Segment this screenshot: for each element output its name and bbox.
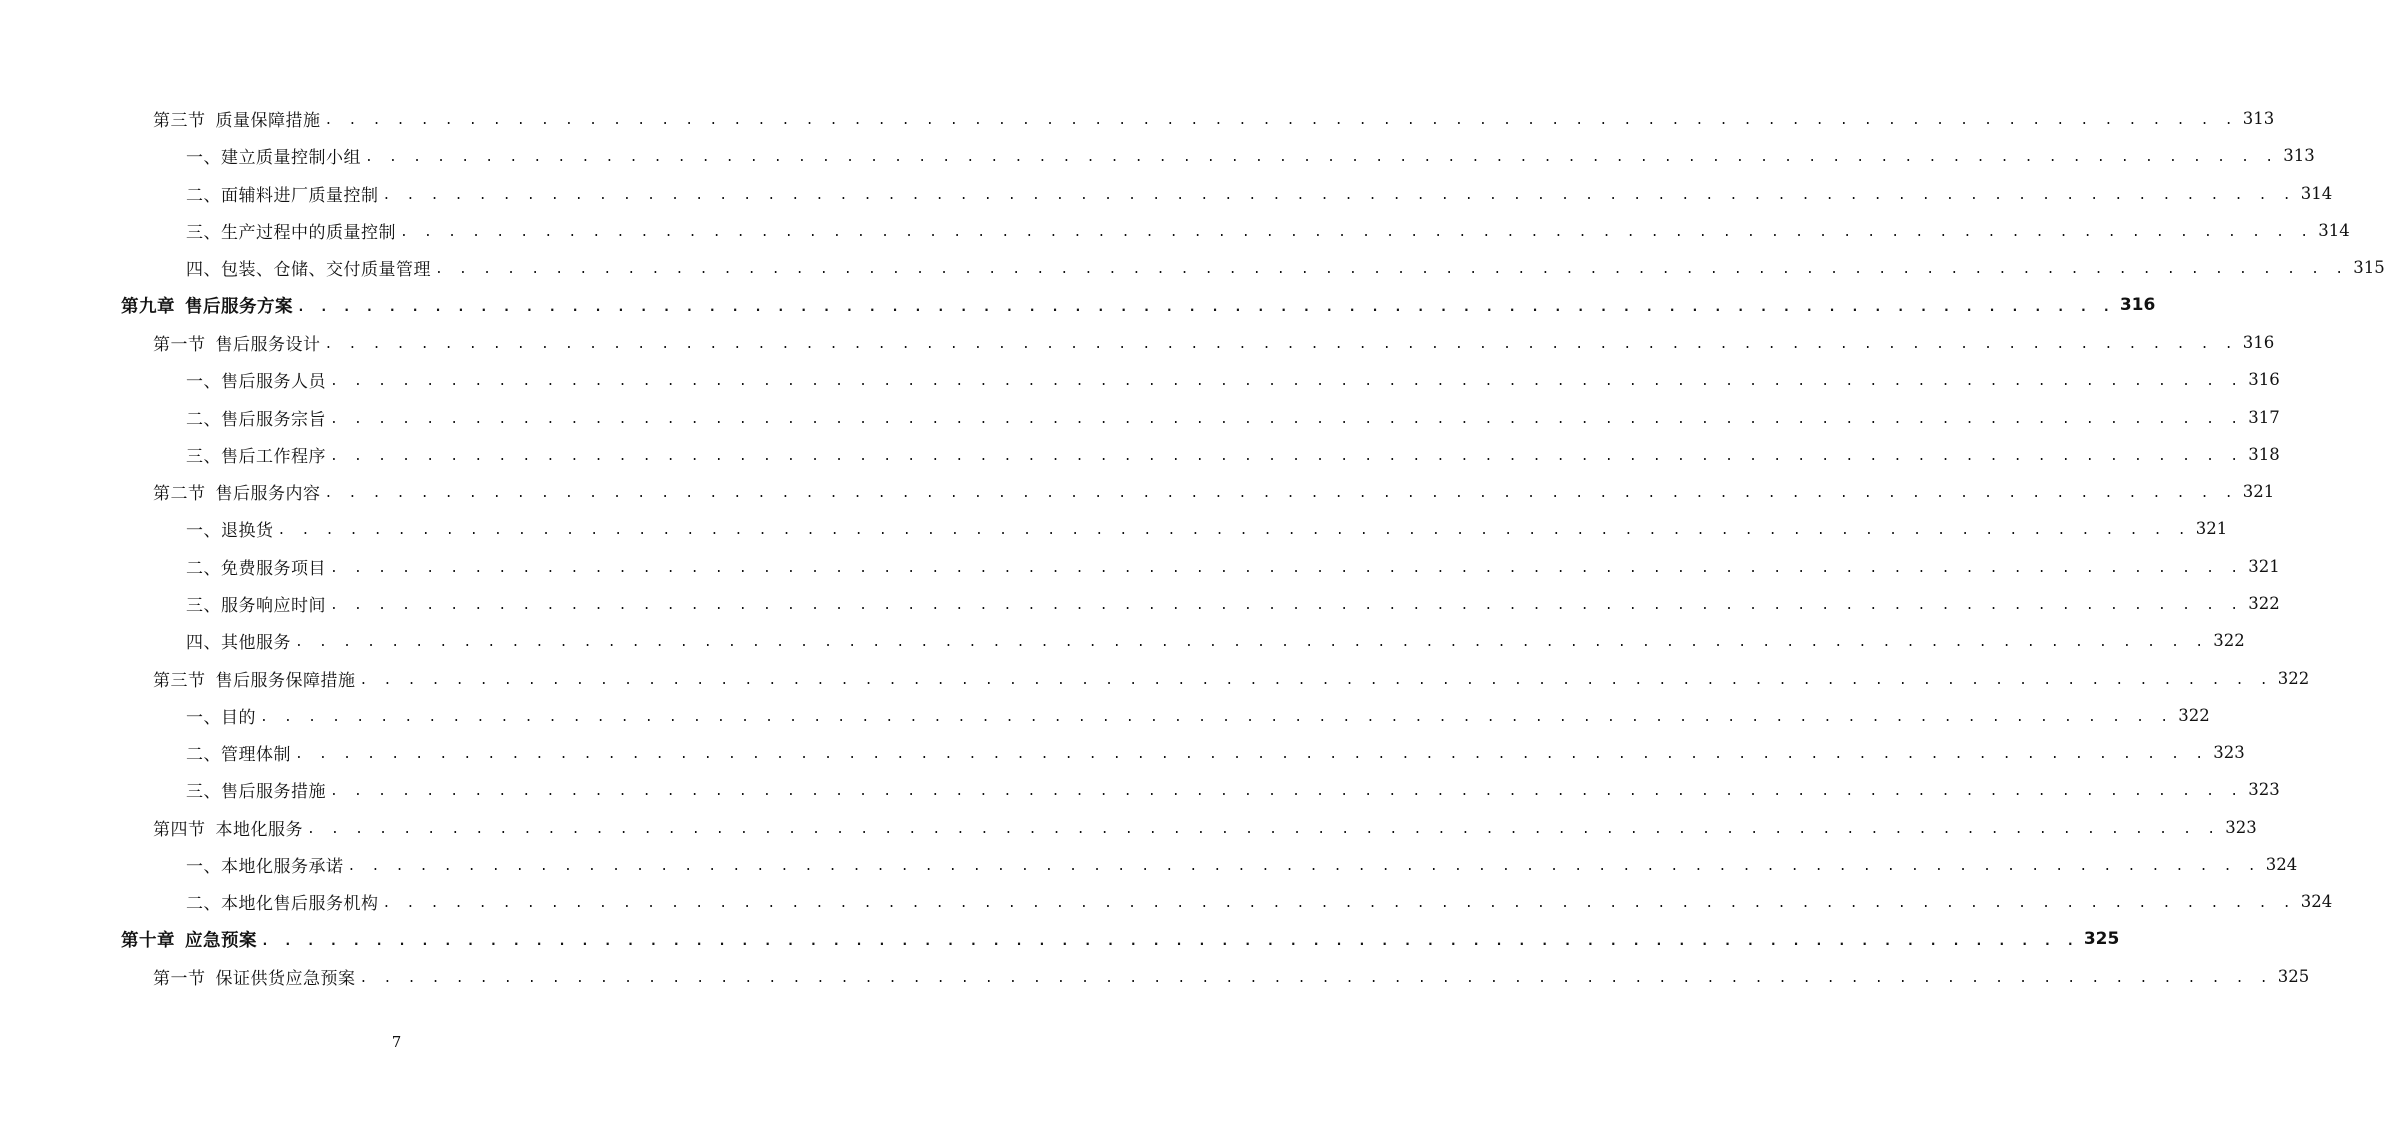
toc-dot-leader: . . . . . . . . . . . . . . . . . . . . . . . . . . . . . . . . . . . . . . . . . . . . . . . . . . . . . . . . . . . . . . . . . . . . . . . . . . . . . . . .: [347, 859, 2260, 875]
toc-entry-item[interactable]: [0, 510, 2228, 547]
toc-entry-label: [186, 554, 326, 579]
toc-entry-number: 二、: [186, 409, 221, 430]
toc-entry-title: 保证供货应急预案: [215, 968, 356, 989]
toc-entry-item[interactable]: [0, 846, 2298, 883]
toc-entry-page: 322: [2213, 631, 2245, 651]
toc-entry-page: 323: [2213, 743, 2245, 763]
toc-entry-number: 第三节: [153, 111, 206, 132]
toc-entry-title: 面辅料进厂质量控制: [221, 185, 379, 206]
toc-entry-title: 售后服务内容: [215, 484, 321, 505]
toc-entry-label: [186, 889, 379, 914]
toc-dot-leader: . . . . . . . . . . . . . . . . . . . . . . . . . . . . . . . . . . . . . . . . . . . . . . . . . . . . . . . . . . . . . . . . . . . . . . . . . . . . . . . .: [435, 262, 2348, 278]
toc-dot-leader: . . . . . . . . . . . . . . . . . . . . . . . . . . . . . . . . . . . . . . . . . . . . . . . . . . . . . . . . . . . . . . . . . . . . . . . . . . . . . . . .: [277, 523, 2190, 539]
toc-entry-number: 二、: [186, 185, 221, 206]
toc-entry-number: 三、: [186, 446, 221, 467]
toc-entry-title: 售后服务设计: [215, 334, 321, 355]
toc-entry-label: [186, 405, 326, 430]
toc-entry-page: 314: [2300, 183, 2333, 203]
toc-entry-item[interactable]: [0, 137, 2315, 174]
toc-entry-item[interactable]: [0, 249, 2385, 286]
toc-dot-leader: . . . . . . . . . . . . . . . . . . . . . . . . . . . . . . . . . . . . . . . . . . . . . . . . . . . . . . . . . . . . . . . . . . . . . . . . . . . . . . . .: [382, 187, 2295, 203]
toc-entry-label: [153, 964, 356, 989]
toc-entry-page: 317: [2248, 407, 2280, 427]
toc-entry-title: 管理体制: [221, 745, 291, 766]
toc-entry-label: [121, 293, 293, 318]
toc-entry-title: 售后工作程序: [221, 446, 326, 467]
toc-entry-page: 315: [2353, 258, 2385, 278]
toc-entry-label: [186, 516, 274, 541]
toc-entry-label: [186, 740, 291, 765]
toc-dot-leader: . . . . . . . . . . . . . . . . . . . . . . . . . . . . . . . . . . . . . . . . . . . . . . . . . . . . . . . . . . . . . . . . . . . . . . . . . . . . . . . .: [359, 970, 2272, 986]
toc-entry-number: 二、: [186, 894, 221, 915]
toc-entry-item[interactable]: [0, 175, 2333, 212]
toc-entry-number: 一、: [186, 707, 221, 728]
toc-dot-leader: . . . . . . . . . . . . . . . . . . . . . . . . . . . . . . . . . . . . . . . . . . . . . . . . . . . . . . . . . . . . . . . . . . . . . . . . . . . . . . . .: [307, 821, 2220, 837]
toc-dot-leader: . . . . . . . . . . . . . . . . . . . . . . . . . . . . . . . . . . . . . . . . . . . . . . . . . . . . . . . . . . . . . . . . . . . . . . . . . . . . . . . .: [330, 411, 2243, 427]
toc-entry-section[interactable]: [0, 809, 2257, 846]
toc-entry-page: 323: [2225, 817, 2257, 837]
toc-entry-label: [186, 628, 291, 653]
toc-dot-leader: . . . . . . . . . . . . . . . . . . . . . . . . . . . . . . . . . . . . . . . . . . . . . . . . . . . . . . . . . . . . . . . . . . . . . . . . . . . . . . . .: [400, 225, 2313, 241]
page-number: 7: [391, 1033, 402, 1051]
toc-entry-number: 一、: [186, 148, 221, 169]
toc-entry-chapter[interactable]: [0, 921, 2120, 958]
toc-dot-leader: . . . . . . . . . . . . . . . . . . . . . . . . . . . . . . . . . . . . . . . . . . . . . . . . . . . . . . . . . . . . . . . . . . . . . . . . . . . . . . . .: [330, 784, 2243, 800]
toc-entry-title: 免费服务项目: [221, 558, 326, 579]
toc-entry-page: 324: [2300, 892, 2333, 912]
toc-entry-label: [121, 927, 257, 952]
toc-entry-title: 售后服务措施: [221, 782, 326, 803]
toc-entry-label: [186, 703, 256, 728]
toc-entry-title: 建立质量控制小组: [221, 148, 361, 169]
toc-entry-item[interactable]: [0, 548, 2280, 585]
table-of-contents: [0, 100, 2385, 995]
toc-entry-label: [186, 181, 379, 206]
toc-entry-page: 316: [2242, 332, 2275, 352]
toc-entry-title: 售后服务方案: [185, 296, 293, 317]
toc-entry-label: [153, 815, 303, 840]
toc-dot-leader: . . . . . . . . . . . . . . . . . . . . . . . . . . . . . . . . . . . . . . . . . . . . . . . . . . . . . . . . . . . . . . . . . . . . . . . . . . . . . . . .: [261, 933, 2078, 949]
toc-entry-number: 第二节: [153, 484, 206, 505]
toc-entry-title: 目的: [221, 707, 256, 728]
toc-entry-section[interactable]: [0, 324, 2275, 361]
toc-entry-page: 313: [2242, 109, 2275, 129]
toc-entry-item[interactable]: [0, 734, 2245, 771]
toc-dot-leader: . . . . . . . . . . . . . . . . . . . . . . . . . . . . . . . . . . . . . . . . . . . . . . . . . . . . . . . . . . . . . . . . . . . . . . . . . . . . . . . .: [295, 747, 2208, 763]
toc-entry-page: 313: [2283, 146, 2315, 166]
toc-entry-number: 第十章: [121, 930, 175, 951]
toc-dot-leader: . . . . . . . . . . . . . . . . . . . . . . . . . . . . . . . . . . . . . . . . . . . . . . . . . . . . . . . . . . . . . . . . . . . . . . . . . . . . . . . .: [330, 448, 2243, 464]
toc-entry-label: [153, 106, 321, 131]
toc-entry-label: [186, 255, 431, 280]
toc-entry-page: 318: [2248, 444, 2280, 464]
toc-entry-number: 一、: [186, 521, 221, 542]
toc-dot-leader: . . . . . . . . . . . . . . . . . . . . . . . . . . . . . . . . . . . . . . . . . . . . . . . . . . . . . . . . . . . . . . . . . . . . . . . . . . . . . . . .: [324, 113, 2237, 129]
toc-entry-label: [153, 479, 321, 504]
toc-entry-title: 退换货: [221, 521, 274, 542]
toc-entry-page: 314: [2318, 221, 2350, 241]
toc-dot-leader: . . . . . . . . . . . . . . . . . . . . . . . . . . . . . . . . . . . . . . . . . . . . . . . . . . . . . . . . . . . . . . . . . . . . . . . . . . . . . . . .: [330, 598, 2243, 613]
toc-entry-page: 321: [2248, 556, 2280, 576]
toc-entry-item[interactable]: [0, 883, 2333, 920]
toc-entry-title: 生产过程中的质量控制: [221, 223, 396, 244]
toc-entry-section[interactable]: [0, 958, 2310, 995]
toc-entry-label: [186, 591, 326, 616]
toc-entry-label: [153, 666, 356, 691]
toc-entry-item[interactable]: [0, 585, 2280, 622]
toc-entry-section[interactable]: [0, 100, 2275, 137]
toc-entry-item[interactable]: [0, 212, 2350, 249]
toc-entry-number: 第三节: [153, 670, 206, 691]
toc-entry-title: 售后服务人员: [221, 372, 326, 393]
toc-entry-title: 质量保障措施: [215, 111, 321, 132]
toc-dot-leader: . . . . . . . . . . . . . . . . . . . . . . . . . . . . . . . . . . . . . . . . . . . . . . . . . . . . . . . . . . . . . . . . . . . . . . . . . . . . . . . .: [260, 709, 2173, 725]
toc-entry-page: 325: [2277, 966, 2310, 986]
toc-entry-title: 售后服务宗旨: [221, 409, 326, 430]
toc-entry-number: 四、: [186, 260, 221, 281]
toc-entry-title: 包装、仓储、交付质量管理: [221, 260, 431, 281]
toc-entry-page: 325: [2083, 929, 2120, 950]
toc-entry-item[interactable]: [0, 361, 2280, 398]
toc-entry-item[interactable]: [0, 771, 2280, 808]
toc-dot-leader: . . . . . . . . . . . . . . . . . . . . . . . . . . . . . . . . . . . . . . . . . . . . . . . . . . . . . . . . . . . . . . . . . . . . . . . . . . . . . . . .: [324, 486, 2237, 502]
toc-dot-leader: . . . . . . . . . . . . . . . . . . . . . . . . . . . . . . . . . . . . . . . . . . . . . . . . . . . . . . . . . . . . . . . . . . . . . . . . . . . . . . . .: [324, 336, 2237, 352]
toc-entry-page: 322: [2178, 705, 2210, 725]
toc-entry-number: 四、: [186, 633, 221, 654]
toc-entry-chapter[interactable]: [0, 286, 2156, 323]
toc-entry-page: 316: [2119, 295, 2156, 316]
toc-entry-page: 321: [2242, 482, 2275, 502]
toc-entry-number: 第一节: [153, 334, 206, 355]
toc-entry-number: 一、: [186, 372, 221, 393]
toc-entry-page: 324: [2265, 855, 2298, 875]
toc-dot-leader: . . . . . . . . . . . . . . . . . . . . . . . . . . . . . . . . . . . . . . . . . . . . . . . . . . . . . . . . . . . . . . . . . . . . . . . . . . . . . . . .: [297, 299, 2114, 315]
toc-entry-title: 应急预案: [185, 930, 257, 951]
toc-entry-number: 一、: [186, 857, 221, 878]
toc-dot-leader: . . . . . . . . . . . . . . . . . . . . . . . . . . . . . . . . . . . . . . . . . . . . . . . . . . . . . . . . . . . . . . . . . . . . . . . . . . . . . . . .: [295, 635, 2208, 651]
toc-entry-label: [153, 330, 321, 355]
toc-dot-leader: . . . . . . . . . . . . . . . . . . . . . . . . . . . . . . . . . . . . . . . . . . . . . . . . . . . . . . . . . . . . . . . . . . . . . . . . . . . . . . . .: [330, 560, 2243, 576]
toc-entry-section[interactable]: [0, 473, 2275, 510]
toc-entry-label: [186, 143, 361, 168]
toc-entry-number: 三、: [186, 223, 221, 244]
toc-entry-label: [186, 442, 326, 467]
toc-entry-number: 三、: [186, 596, 221, 616]
toc-entry-label: [186, 852, 344, 877]
toc-entry-title: 本地化服务: [215, 819, 303, 840]
toc-entry-number: 二、: [186, 558, 221, 579]
toc-entry-number: 第一节: [153, 968, 206, 989]
toc-entry-label: [186, 218, 396, 243]
toc-entry-item[interactable]: [0, 398, 2280, 435]
toc-entry-title: 本地化服务承诺: [221, 857, 344, 878]
toc-entry-title: 服务响应时间: [221, 596, 326, 616]
toc-dot-leader: . . . . . . . . . . . . . . . . . . . . . . . . . . . . . . . . . . . . . . . . . . . . . . . . . . . . . . . . . . . . . . . . . . . . . . . . . . . . . . . .: [330, 374, 2243, 390]
toc-dot-leader: . . . . . . . . . . . . . . . . . . . . . . . . . . . . . . . . . . . . . . . . . . . . . . . . . . . . . . . . . . . . . . . . . . . . . . . . . . . . . . . .: [382, 896, 2295, 912]
toc-entry-number: 第九章: [121, 296, 175, 317]
toc-entry-section[interactable]: [0, 659, 2310, 696]
toc-entry-title: 本地化售后服务机构: [221, 894, 379, 915]
toc-entry-number: 二、: [186, 745, 221, 766]
toc-entry-title: 售后服务保障措施: [215, 670, 356, 691]
toc-entry-number: 第四节: [153, 819, 206, 840]
toc-entry-label: [186, 367, 326, 392]
toc-entry-label: [186, 777, 326, 802]
toc-entry-page: 321: [2195, 519, 2228, 539]
toc-dot-leader: . . . . . . . . . . . . . . . . . . . . . . . . . . . . . . . . . . . . . . . . . . . . . . . . . . . . . . . . . . . . . . . . . . . . . . . . . . . . . . . .: [365, 150, 2278, 166]
toc-entry-item[interactable]: [0, 622, 2245, 659]
toc-entry-title: 其他服务: [221, 633, 291, 654]
toc-entry-page: 323: [2248, 780, 2280, 800]
toc-dot-leader: . . . . . . . . . . . . . . . . . . . . . . . . . . . . . . . . . . . . . . . . . . . . . . . . . . . . . . . . . . . . . . . . . . . . . . . . . . . . . . . .: [359, 672, 2272, 688]
toc-entry-item[interactable]: [0, 697, 2210, 734]
toc-entry-item[interactable]: [0, 436, 2280, 473]
toc-entry-page: 322: [2277, 668, 2310, 688]
toc-entry-page: 322: [2248, 594, 2280, 613]
toc-entry-number: 三、: [186, 782, 221, 803]
toc-entry-page: 316: [2248, 370, 2280, 390]
